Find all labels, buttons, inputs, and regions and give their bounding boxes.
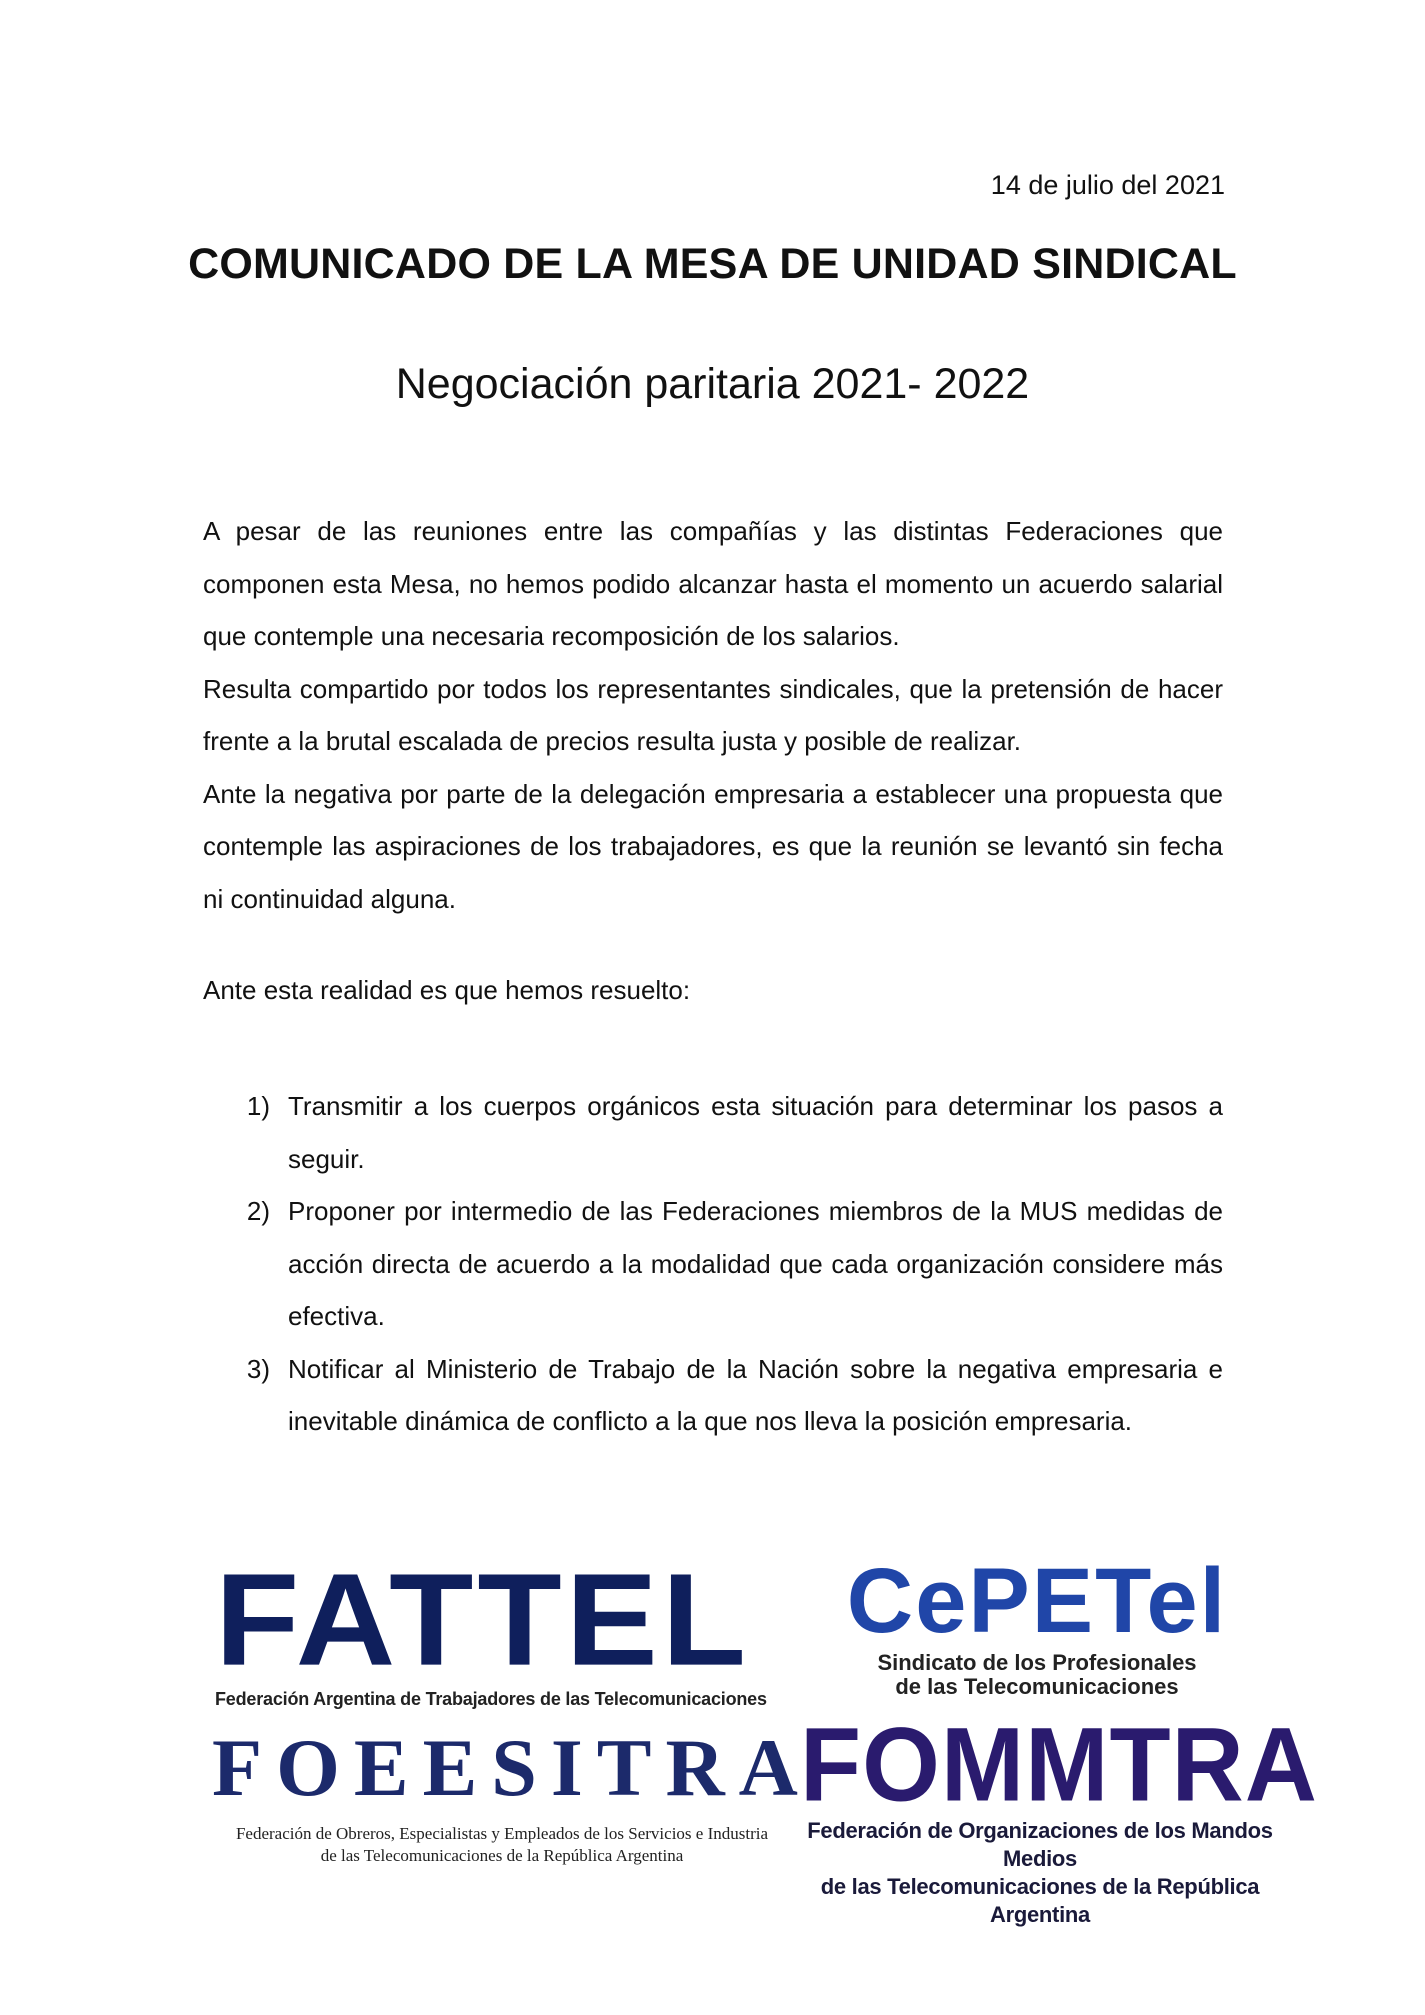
foeesitra-subtitle-line: Federación de Obreros, Especialistas y Empleados de los Servicios e Industria [235, 1824, 769, 1843]
document-title: COMUNICADO DE LA MESA DE UNIDAD SINDICAL [188, 240, 1237, 288]
foeesitra-logo-wordmark: FOEESITRA [212, 1722, 812, 1813]
cepetel-logo-wordmark: CePETel [846, 1550, 1228, 1652]
fommtra-logo [800, 1706, 1318, 1929]
fommtra-subtitle-line: Federación de Organizaciones de los Mandos Medios [807, 1818, 1273, 1871]
list-text: Proponer por intermedio de las Federaciones miembros de la MUS medidas de acción directa de acuerdo a la modalidad que cada organización considere más efectiva. [288, 1196, 1223, 1331]
foeesitra-subtitle-line: de las Telecomunicaciones de la República Argentina [320, 1846, 684, 1865]
list-number: 1) [246, 1091, 270, 1121]
document-subtitle: Negociación paritaria 2021- 2022 [395, 360, 1030, 408]
list-number: 2) [246, 1196, 270, 1226]
list-item [203, 1080, 1223, 1185]
fattel-logo-wordmark: FATTEL [215, 1546, 751, 1694]
document-date: 14 de julio del 2021 [990, 170, 1225, 200]
fommtra-logo-wordmark: FOMMTRA [800, 1706, 1318, 1824]
paragraph: Ante la negativa por parte de la delegación empresaria a establecer una propuesta que contemple las aspiraciones de los trabajadores, es que la reunión se levantó sin fecha ni continuidad alguna. [203, 778, 1223, 914]
body-text [203, 505, 1223, 925]
paragraph: A pesar de las reuniones entre las compañías y las distintas Federaciones que componen esta Mesa, no hemos podido alcanzar hasta el momento un acuerdo salarial que contemple una necesaria recomposición de los salarios. [203, 516, 1223, 651]
list-item [203, 1185, 1223, 1343]
fattel-logo [215, 1546, 775, 1710]
cepetel-subtitle-line: Sindicato de los Profesionales [877, 1650, 1197, 1675]
list-text: Notificar al Ministerio de Trabajo de la Nación sobre la negativa empresaria e inevitable dinámica de conflicto a la que nos lleva la posición empresaria. [288, 1353, 1223, 1436]
foeesitra-logo-subtitle [212, 1823, 792, 1867]
resolution-lead: Ante esta realidad es que hemos resuelto: [203, 975, 691, 1005]
foeesitra-logo [212, 1722, 812, 1867]
union-logos [0, 1546, 1425, 1927]
resolution-list [203, 1080, 1223, 1448]
cepetel-logo-subtitle [802, 1651, 1272, 1699]
fommtra-logo-subtitle [800, 1817, 1280, 1929]
paragraph: Resulta compartido por todos los representantes sindicales, que la pretensión de hacer frente a la brutal escalada de precios resulta justa y posible de realizar. [203, 673, 1223, 756]
fommtra-subtitle-line: de las Telecomunicaciones de la República Argentina [820, 1874, 1260, 1927]
fattel-logo-subtitle: Federación Argentina de Trabajadores de las Telecomunicaciones [215, 1689, 767, 1709]
list-number: 3) [246, 1353, 270, 1384]
cepetel-logo [802, 1550, 1272, 1699]
cepetel-subtitle-line: de las Telecomunicaciones [895, 1674, 1179, 1699]
list-item [203, 1343, 1223, 1448]
list-text: Transmitir a los cuerpos orgánicos esta situación para determinar los pasos a seguir. [288, 1091, 1223, 1174]
